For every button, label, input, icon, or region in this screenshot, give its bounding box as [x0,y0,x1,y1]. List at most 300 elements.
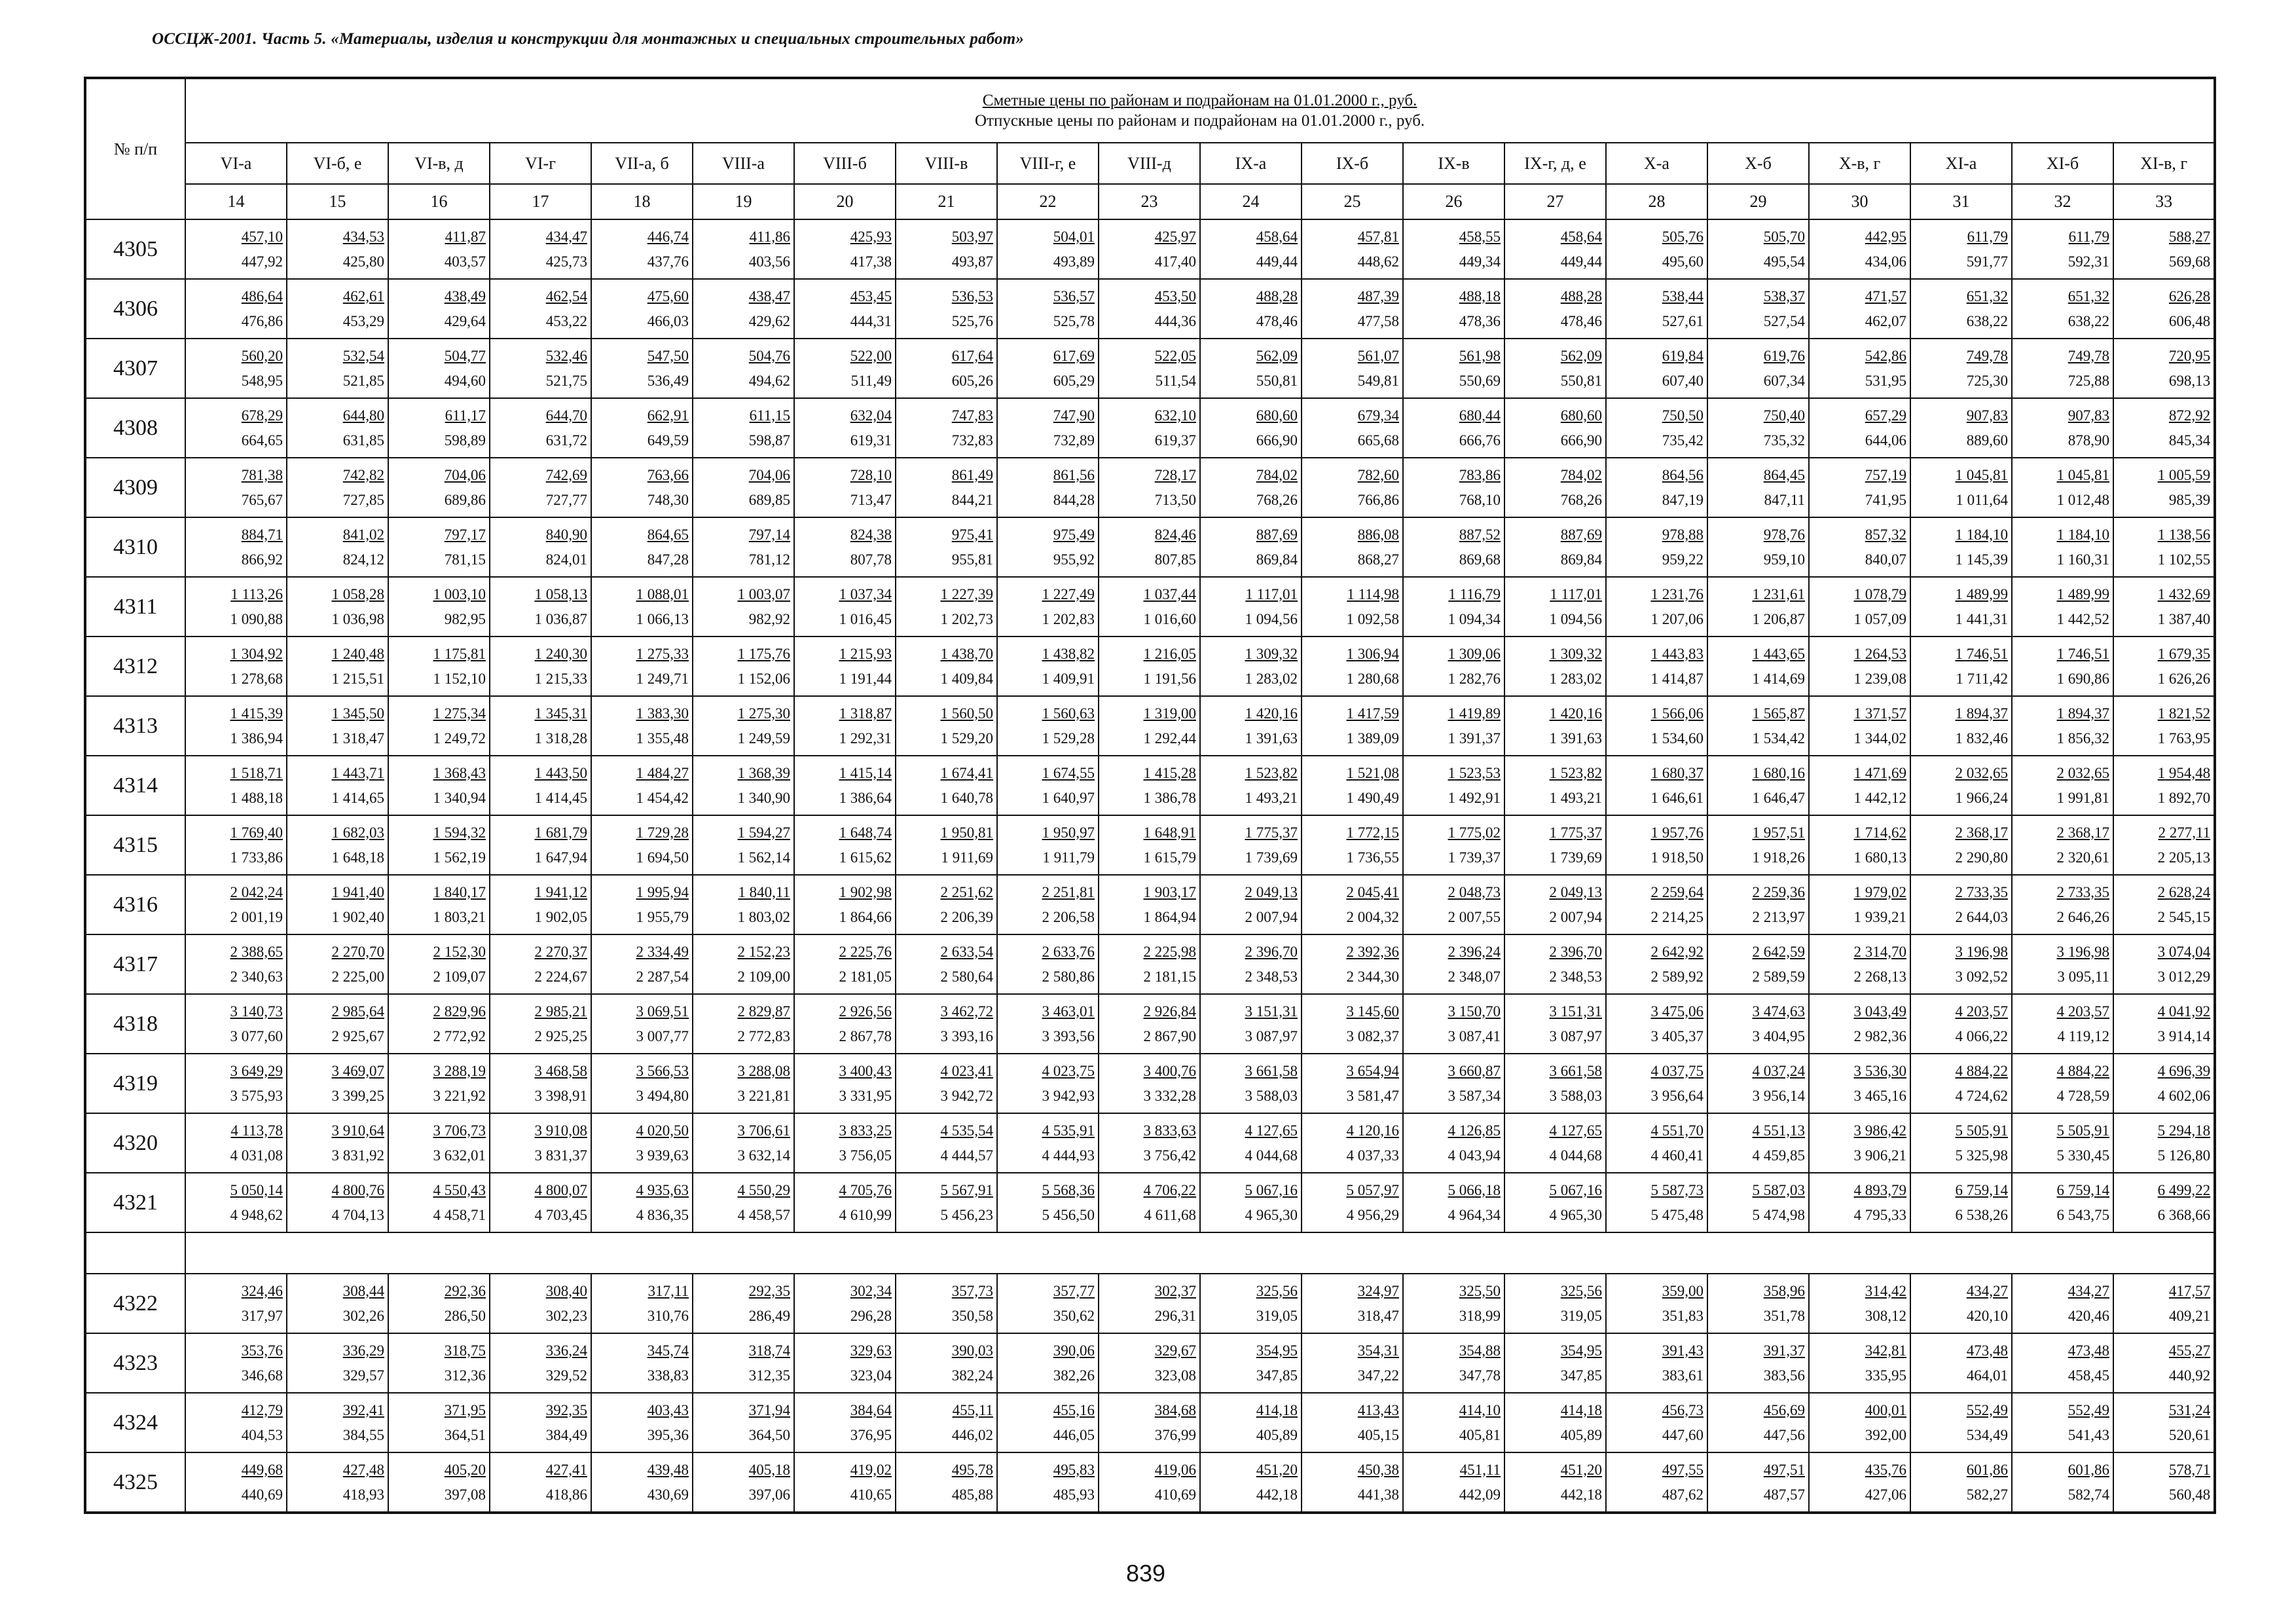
wholesale-price: 4 602,06 [2157,1087,2211,1104]
wholesale-price: 4 610,99 [839,1206,892,1223]
estimated-price: 4 551,13 [1752,1122,1805,1139]
price-cell [490,219,591,279]
wholesale-price: 766,86 [1357,491,1399,508]
wholesale-price: 4 066,22 [1955,1027,2008,1044]
wholesale-price: 447,56 [1763,1426,1805,1443]
wholesale-price: 1 249,59 [737,729,790,747]
estimated-price: 412,79 [241,1401,283,1418]
price-cell [693,934,794,994]
price-cell [693,1333,794,1393]
price-cell [1910,517,2012,577]
wholesale-price: 364,51 [444,1426,486,1443]
estimated-price: 455,27 [2168,1342,2211,1359]
price-cell [794,756,896,815]
estimated-price: 2 396,24 [1448,943,1501,960]
wholesale-price: 1 344,02 [1853,729,1906,747]
region-header: X-в, г [1809,143,1910,184]
price-cell [591,458,693,517]
wholesale-price: 5 126,80 [2157,1147,2211,1164]
estimated-price: 619,76 [1763,347,1805,364]
wholesale-price: 2 181,15 [1143,968,1196,985]
price-cell [287,756,388,815]
wholesale-price: 3 331,95 [839,1087,892,1104]
wholesale-price: 4 956,29 [1346,1206,1399,1223]
price-cell [1200,696,1302,756]
section-separator-row [85,1232,2215,1274]
estimated-price: 1 304,92 [230,645,283,662]
estimated-price: 617,69 [1053,347,1095,364]
table-row [85,994,2215,1054]
estimated-price: 324,46 [241,1282,283,1299]
estimated-price: 797,14 [748,526,790,543]
price-cell [1809,1333,1910,1393]
wholesale-price: 1 529,28 [1042,729,1095,747]
price-cell [1099,219,1200,279]
region-header: IX-в [1403,143,1504,184]
wholesale-price: 392,00 [1865,1426,1906,1443]
price-cell [1707,994,1809,1054]
price-cell [997,815,1099,875]
price-cell [1606,219,1707,279]
price-cell [591,517,693,577]
price-cell [1707,815,1809,875]
wholesale-price: 3 575,93 [230,1087,283,1104]
region-header-row [85,143,2215,184]
price-cell [1504,517,1606,577]
price-cell [1809,696,1910,756]
estimated-price: 413,43 [1357,1401,1399,1418]
wholesale-price: 2 007,94 [1245,908,1298,925]
estimated-price: 403,43 [647,1401,689,1418]
wholesale-price: 1 092,58 [1346,610,1399,627]
wholesale-price: 429,62 [748,312,790,329]
estimated-price: 462,61 [342,287,384,304]
column-number: 31 [1910,184,2012,219]
price-cell [1403,1173,1504,1232]
wholesale-price: 982,92 [748,610,790,627]
wholesale-price: 2 320,61 [2056,849,2109,866]
column-number: 19 [693,184,794,219]
price-cell [1707,1054,1809,1113]
estimated-price: 680,44 [1459,407,1501,424]
wholesale-price: 4 459,85 [1752,1147,1805,1164]
wholesale-price: 2 001,19 [230,908,283,925]
wholesale-price: 5 474,98 [1752,1206,1805,1223]
price-cell [2012,756,2113,815]
wholesale-price: 959,10 [1763,551,1805,568]
price-cell [896,994,997,1054]
price-cell [1809,934,1910,994]
price-cell [287,815,388,875]
estimated-price: 1 227,39 [940,585,993,602]
estimated-price: 864,65 [647,526,689,543]
wholesale-price: 2 925,67 [331,1027,384,1044]
price-cell [185,637,287,696]
estimated-price: 3 706,61 [737,1122,790,1139]
wholesale-price: 3 756,42 [1143,1147,1196,1164]
price-cell [794,1113,896,1173]
price-cell [1910,398,2012,458]
estimated-price: 4 550,43 [433,1181,486,1198]
price-cell [2113,339,2215,398]
estimated-price: 434,27 [1966,1282,2008,1299]
price-cell [1910,756,2012,815]
wholesale-price: 5 475,48 [1650,1206,1704,1223]
price-cell [794,458,896,517]
estimated-price: 1 088,01 [636,585,689,602]
wholesale-price: 494,62 [748,372,790,389]
wholesale-price: 5 456,23 [940,1206,993,1223]
estimated-price: 2 277,11 [2158,824,2211,841]
price-cell [1099,875,1200,934]
price-cell [388,1333,490,1393]
price-cell [388,696,490,756]
estimated-price: 1 714,62 [1853,824,1906,841]
wholesale-price: 3 404,95 [1752,1027,1805,1044]
price-cell [388,1173,490,1232]
wholesale-price: 606,48 [2168,312,2211,329]
price-cell [997,756,1099,815]
price-cell [1707,279,1809,339]
wholesale-price: 323,04 [850,1367,892,1384]
wholesale-price: 350,58 [951,1307,993,1324]
wholesale-price: 2 109,07 [433,968,486,985]
price-cell [1606,815,1707,875]
estimated-price: 3 400,43 [839,1062,892,1079]
price-cell [693,696,794,756]
region-header: X-а [1606,143,1707,184]
item-number: 4311 [85,577,185,637]
estimated-price: 390,03 [951,1342,993,1359]
estimated-price: 471,57 [1865,287,1906,304]
estimated-price: 505,76 [1662,228,1704,245]
price-cell [490,637,591,696]
price-cell [185,875,287,934]
estimated-price: 419,06 [1154,1461,1196,1478]
price-cell [591,1054,693,1113]
estimated-price: 504,77 [444,347,486,364]
wholesale-price: 3 393,56 [1042,1027,1095,1044]
price-cell [896,219,997,279]
price-cell [1403,875,1504,934]
price-cell [2012,1393,2113,1452]
estimated-price: 1 368,43 [433,764,486,781]
price-cell [591,339,693,398]
price-cell [185,815,287,875]
price-cell [388,339,490,398]
wholesale-price: 741,95 [1865,491,1906,508]
price-cell [794,994,896,1054]
wholesale-price: 3 007,77 [636,1027,689,1044]
estimated-price: 359,00 [1662,1282,1704,1299]
price-cell [794,815,896,875]
wholesale-price: 2 007,94 [1549,908,1602,925]
price-cell [1707,577,1809,637]
wholesale-price: 1 711,42 [1956,670,2008,687]
wholesale-price: 3 632,14 [737,1147,790,1164]
estimated-price: 531,24 [2168,1401,2211,1418]
price-cell [490,398,591,458]
estimated-price: 384,64 [850,1401,892,1418]
estimated-price: 1 560,63 [1042,705,1095,722]
price-cell [1200,1333,1302,1393]
column-number: 17 [490,184,591,219]
wholesale-price: 1 493,21 [1549,789,1602,806]
estimated-price: 1 117,01 [1550,585,1602,602]
table-row [85,577,2215,637]
price-cell [2012,577,2113,637]
wholesale-price: 1 442,12 [1853,789,1906,806]
estimated-price: 2 733,35 [2056,883,2109,900]
estimated-price: 749,78 [1966,347,2008,364]
estimated-price: 1 415,39 [230,705,283,722]
estimated-price: 536,53 [951,287,993,304]
estimated-price: 4 550,29 [737,1181,790,1198]
estimated-price: 3 288,08 [737,1062,790,1079]
item-number: 4324 [85,1393,185,1452]
price-cell [490,815,591,875]
estimated-price: 611,79 [1967,228,2008,245]
price-cell [2113,696,2215,756]
wholesale-price: 430,69 [647,1486,689,1503]
estimated-price: 4 893,79 [1853,1181,1906,1198]
estimated-price: 750,40 [1763,407,1805,424]
estimated-price: 392,35 [545,1401,587,1418]
price-cell [388,577,490,637]
wholesale-price: 3 082,37 [1346,1027,1399,1044]
page-number: 839 [1125,1560,1166,1587]
price-cell [1809,458,1910,517]
wholesale-price: 1 206,87 [1752,610,1805,627]
price-cell [1606,517,1707,577]
wholesale-price: 1 733,86 [230,849,283,866]
wholesale-price: 347,85 [1560,1367,1602,1384]
wholesale-price: 549,81 [1357,372,1399,389]
wholesale-price: 844,21 [951,491,993,508]
estimated-price: 1 950,81 [940,824,993,841]
price-cell [1099,577,1200,637]
wholesale-price: 1 282,76 [1448,670,1501,687]
price-cell [997,696,1099,756]
estimated-price: 353,76 [241,1342,283,1359]
estimated-price: 324,97 [1357,1282,1399,1299]
estimated-price: 1 114,98 [1347,585,1399,602]
item-number: 4310 [85,517,185,577]
estimated-price: 3 462,72 [940,1003,993,1020]
wholesale-price: 449,44 [1256,253,1298,270]
price-cell [1302,279,1403,339]
price-cell [2113,219,2215,279]
price-cell [693,1113,794,1173]
estimated-price: 884,71 [241,526,283,543]
price-cell [1099,1054,1200,1113]
price-cell [185,1054,287,1113]
wholesale-price: 410,65 [850,1486,892,1503]
wholesale-price: 418,86 [545,1486,587,1503]
table-row [85,1333,2215,1393]
price-cell [997,1173,1099,1232]
wholesale-price: 1 939,21 [1853,908,1906,925]
price-cell [693,1452,794,1513]
column-number: 26 [1403,184,1504,219]
region-header: VI-б, е [287,143,388,184]
wholesale-price: 1 493,21 [1245,789,1298,806]
estimated-price: 1 438,70 [940,645,993,662]
estimated-price: 781,38 [241,466,283,483]
wholesale-price: 548,95 [241,372,283,389]
price-cell [693,1054,794,1113]
price-cell [1707,219,1809,279]
wholesale-price: 689,85 [748,491,790,508]
wholesale-price: 1 690,86 [2056,670,2109,687]
wholesale-price: 732,83 [951,432,993,449]
wholesale-price: 878,90 [2068,432,2109,449]
estimated-price: 5 067,16 [1245,1181,1298,1198]
estimated-price: 1 679,35 [2157,645,2211,662]
estimated-price: 1 950,97 [1042,824,1095,841]
estimated-price: 473,48 [1966,1342,2008,1359]
column-number: 32 [2012,184,2113,219]
price-cell [1504,1054,1606,1113]
wholesale-price: 1 215,51 [331,670,384,687]
price-cell [896,1113,997,1173]
estimated-price: 3 043,49 [1853,1003,1906,1020]
wholesale-price: 3 087,97 [1245,1027,1298,1044]
estimated-price: 2 829,96 [433,1003,486,1020]
wholesale-price: 404,53 [241,1426,283,1443]
wholesale-price: 511,54 [1155,372,1196,389]
wholesale-price: 485,88 [951,1486,993,1503]
price-cell [2113,875,2215,934]
wholesale-price: 2 268,13 [1853,968,1906,985]
wholesale-price: 638,22 [2068,312,2109,329]
estimated-price: 4 800,07 [534,1181,587,1198]
document-header: ОССЦЖ-2001. Часть 5. «Материалы, изделия и конструкции для монтажных и специальных строительных работ» [152,30,1025,48]
wholesale-price: 511,49 [850,372,892,389]
item-number: 4319 [85,1054,185,1113]
estimated-price: 560,20 [241,347,283,364]
estimated-price: 1 674,55 [1042,764,1095,781]
wholesale-price: 3 588,03 [1245,1087,1298,1104]
wholesale-price: 437,76 [647,253,689,270]
estimated-price: 329,63 [850,1342,892,1359]
price-cell [1302,1054,1403,1113]
table-row [85,219,2215,279]
wholesale-price: 1 911,69 [941,849,993,866]
price-cell [185,1113,287,1173]
price-cell [1504,339,1606,398]
wholesale-price: 449,34 [1459,253,1501,270]
estimated-price: 462,54 [545,287,587,304]
estimated-price: 2 628,24 [2157,883,2211,900]
item-number-header: № п/п [85,78,185,219]
price-cell [2113,637,2215,696]
wholesale-price: 807,78 [850,551,892,568]
wholesale-price: 4 460,41 [1650,1147,1704,1164]
estimated-price: 887,69 [1560,526,1602,543]
wholesale-price: 4 704,13 [331,1206,384,1223]
estimated-price: 314,42 [1865,1282,1906,1299]
estimated-price: 2 985,64 [331,1003,384,1020]
wholesale-price: 1 340,90 [737,789,790,806]
price-cell [997,458,1099,517]
wholesale-price: 478,36 [1459,312,1501,329]
wholesale-price: 286,50 [444,1307,486,1324]
price-cell [1504,637,1606,696]
estimated-price: 405,20 [444,1461,486,1478]
wholesale-price: 364,50 [748,1426,790,1443]
estimated-price: 5 568,36 [1042,1181,1095,1198]
wholesale-price: 1 202,73 [940,610,993,627]
price-cell [1403,815,1504,875]
estimated-price: 390,06 [1053,1342,1095,1359]
table-title-row [85,78,2215,143]
estimated-price: 742,69 [545,466,587,483]
price-cell [591,696,693,756]
wholesale-price: 605,26 [951,372,993,389]
wholesale-price: 768,26 [1560,491,1602,508]
wholesale-price: 418,93 [342,1486,384,1503]
wholesale-price: 395,36 [647,1426,689,1443]
wholesale-price: 1 832,46 [1955,729,2008,747]
price-cell [1403,1054,1504,1113]
estimated-price: 2 045,41 [1346,883,1399,900]
price-cell [1910,1452,2012,1513]
estimated-price: 1 368,39 [737,764,790,781]
price-cell [388,219,490,279]
price-cell [693,398,794,458]
estimated-price: 3 660,87 [1448,1062,1501,1079]
wholesale-price: 550,69 [1459,372,1501,389]
price-cell [2012,637,2113,696]
price-cell [1504,219,1606,279]
estimated-price: 3 661,58 [1549,1062,1602,1079]
price-cell [2012,1274,2113,1333]
wholesale-price: 1 215,33 [534,670,587,687]
price-cell [997,934,1099,994]
price-cell [1910,1393,2012,1452]
wholesale-price: 1 966,24 [1955,789,2008,806]
wholesale-price: 982,95 [444,610,486,627]
estimated-price: 1 227,49 [1042,585,1095,602]
wholesale-price: 955,92 [1053,551,1095,568]
estimated-price: 749,78 [2068,347,2109,364]
estimated-price: 2 633,54 [940,943,993,960]
price-cell [693,219,794,279]
price-cell [794,696,896,756]
wholesale-price: 607,34 [1763,372,1805,389]
wholesale-price: 4 044,68 [1549,1147,1602,1164]
estimated-price: 456,69 [1763,1401,1805,1418]
price-cell [896,517,997,577]
table-row [85,339,2215,398]
wholesale-price: 781,12 [748,551,790,568]
price-cell [1504,458,1606,517]
wholesale-price: 3 087,41 [1448,1027,1501,1044]
wholesale-price: 1 991,81 [2056,789,2109,806]
price-cell [1302,815,1403,875]
wholesale-price: 382,24 [951,1367,993,1384]
price-cell [591,1333,693,1393]
price-cell [2113,1113,2215,1173]
wholesale-price: 3 956,64 [1650,1087,1704,1104]
estimated-price: 488,18 [1459,287,1501,304]
price-cell [1606,398,1707,458]
price-cell [1200,458,1302,517]
estimated-price: 3 536,30 [1853,1062,1906,1079]
estimated-price: 975,49 [1053,526,1095,543]
price-cell [185,994,287,1054]
